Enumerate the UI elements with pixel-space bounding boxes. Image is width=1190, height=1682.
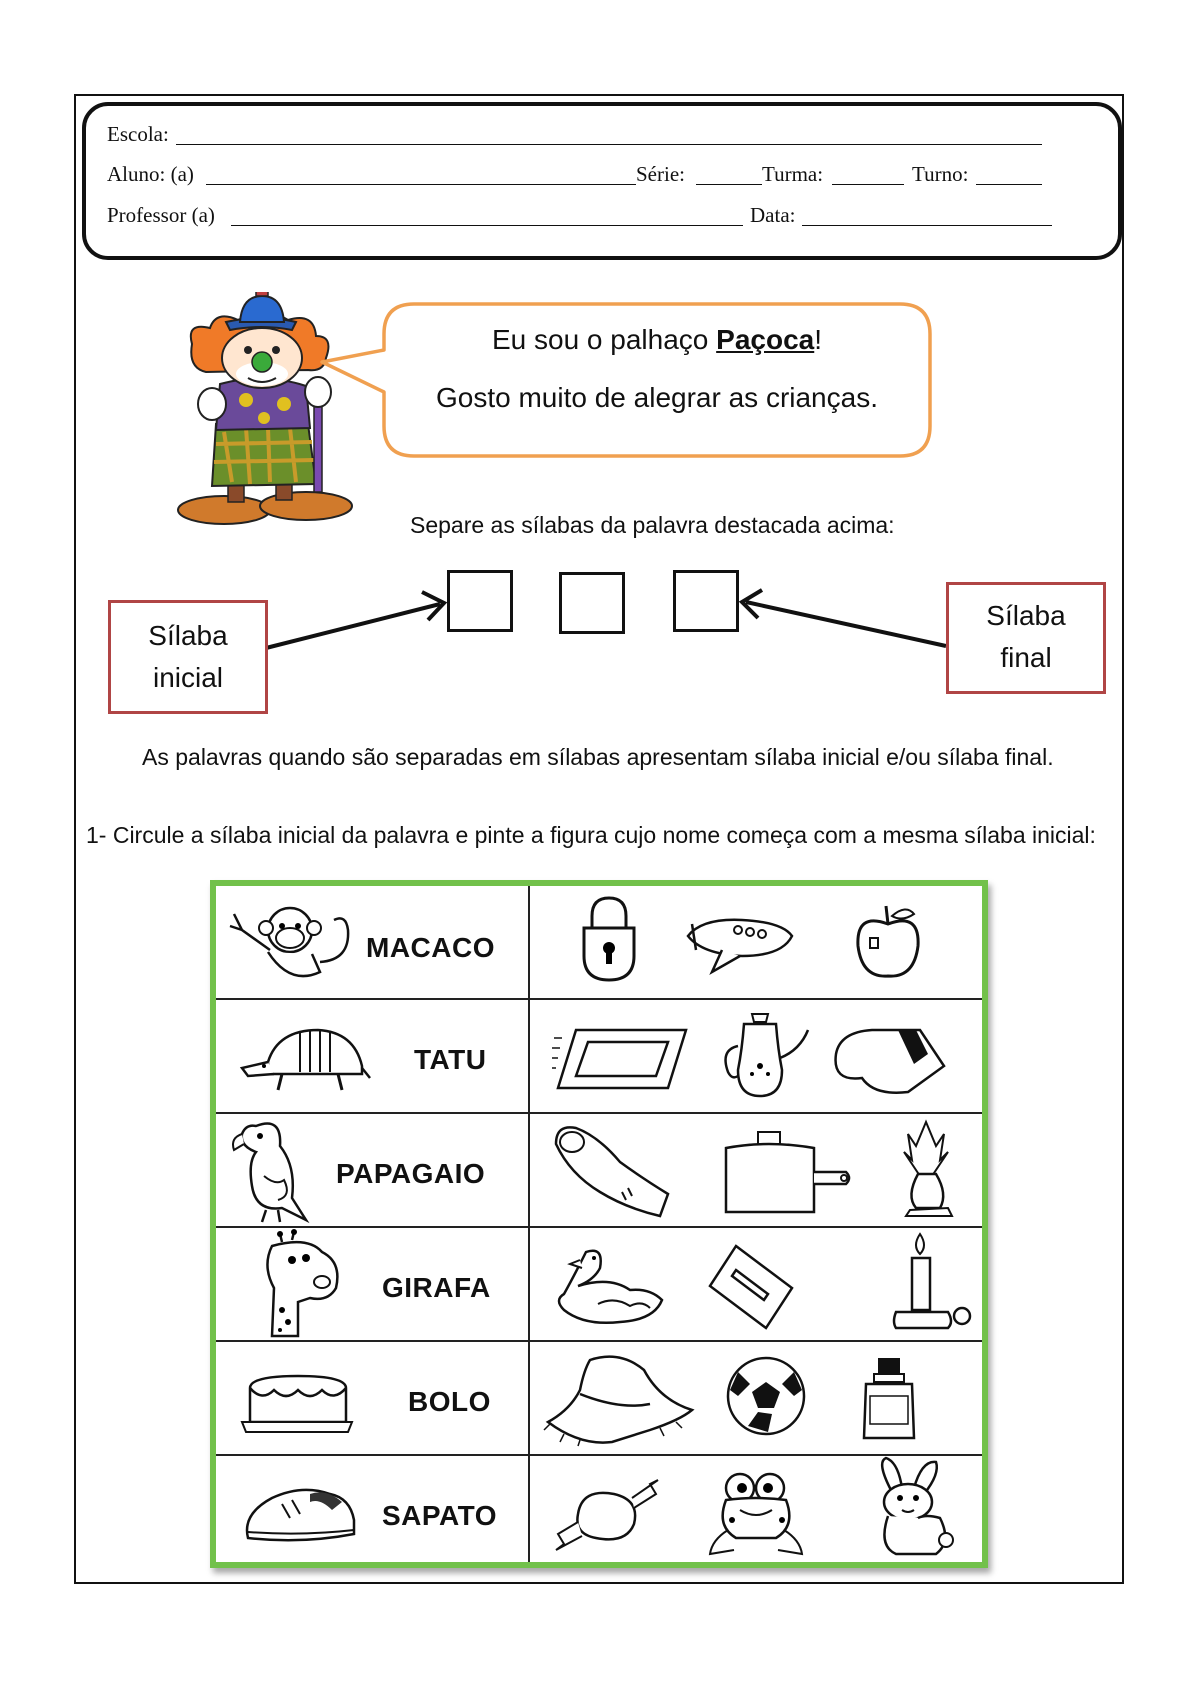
cake-icon <box>242 1374 352 1434</box>
explanation-text: As palavras quando são separadas em sílabas apresentam sílaba inicial e/ou sílaba final. <box>142 744 1054 770</box>
word-sapato[interactable]: SAPATO <box>382 1500 498 1531</box>
apple-icon <box>852 902 924 982</box>
glue-icon <box>860 1356 920 1442</box>
finger-icon <box>550 1122 674 1218</box>
word-girafa[interactable]: GIRAFA <box>382 1272 491 1303</box>
data-label: Data: <box>750 203 796 227</box>
professor-label: Professor (a) <box>107 203 215 227</box>
table-row <box>216 886 982 1000</box>
separate-instruction: Separe as sílabas da palavra destacada acima: <box>410 512 895 538</box>
frog-icon <box>706 1466 806 1558</box>
candle-icon <box>892 1232 974 1332</box>
hat-icon <box>540 1350 700 1446</box>
candy-icon <box>552 1478 662 1552</box>
word-bolo[interactable]: BOLO <box>408 1386 491 1417</box>
armadillo-icon <box>238 1022 372 1096</box>
final-syllable-label: Sílaba final <box>946 582 1106 694</box>
word-tatu[interactable]: TATU <box>414 1044 487 1075</box>
padlock-icon <box>578 894 640 984</box>
turno-label: Turno: <box>912 162 969 186</box>
exercise-table <box>210 880 988 1568</box>
table-row <box>216 1114 982 1228</box>
pan-icon <box>718 1128 854 1216</box>
table-row <box>216 1000 982 1114</box>
word-macaco[interactable]: MACACO <box>366 932 495 963</box>
question-1: 1- Circule a sílaba inicial da palavra e pinte a figura cujo nome começa com a mesma sílaba inicial: <box>86 822 1096 848</box>
giraffe-icon <box>252 1232 348 1338</box>
ball-icon <box>724 1354 808 1438</box>
airplane-icon <box>682 910 798 974</box>
swan-icon <box>550 1246 666 1328</box>
aluno-label: Aluno: (a) <box>107 162 194 186</box>
table-row <box>216 1228 982 1342</box>
monkey-icon <box>224 900 354 986</box>
rug-icon <box>552 1022 690 1096</box>
razor-blade-icon <box>706 1242 796 1332</box>
table-row <box>216 1342 982 1456</box>
shoe-icon <box>242 1484 358 1546</box>
turma-label: Turma: <box>762 162 824 186</box>
pineapple-icon <box>896 1116 956 1220</box>
word-papagaio[interactable]: PAPAGAIO <box>336 1158 486 1189</box>
escola-label: Escola: <box>107 122 169 146</box>
teapot-icon <box>716 1010 812 1100</box>
speech-line-1: Eu sou o palhaço Paçoca! <box>491 324 823 355</box>
initial-syllable-label: Sílaba inicial <box>108 600 268 714</box>
speech-line-2: Gosto muito de alegrar as crianças. <box>436 382 878 413</box>
serie-label: Série: <box>636 162 685 186</box>
whistle-icon <box>828 1024 948 1098</box>
highlighted-word: Paçoca <box>716 324 815 355</box>
table-row <box>216 1456 982 1564</box>
rabbit-icon <box>866 1456 956 1560</box>
parrot-icon <box>226 1116 326 1226</box>
